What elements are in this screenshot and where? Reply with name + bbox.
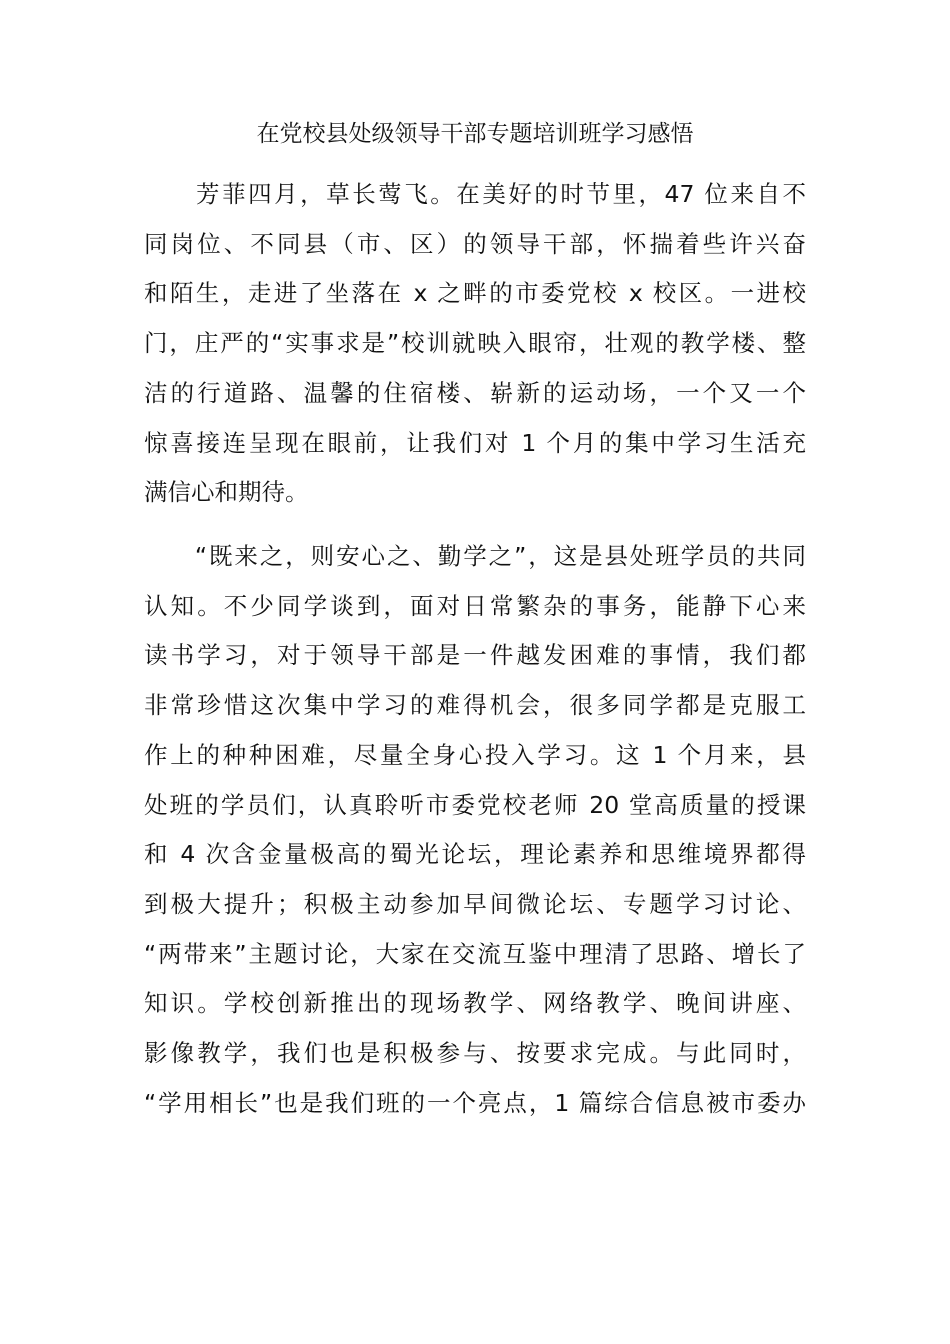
paragraph-line: 读书学习，对于领导干部是一件越发困难的事情，我们都 xyxy=(144,641,806,670)
paragraph-line: “学用相长”也是我们班的一个亮点，1 篇综合信息被市委办 xyxy=(144,1088,806,1117)
paragraph-line: 和 4 次含金量极高的蜀光论坛，理论素养和思维境界都得 xyxy=(144,840,806,869)
document-title: 在党校县处级领导干部专题培训班学习感悟 xyxy=(256,121,694,147)
paragraph-line: 处班的学员们，认真聆听市委党校老师 20 堂高质量的授课 xyxy=(144,790,806,819)
paragraph-line: 惊喜接连呈现在眼前，让我们对 1 个月的集中学习生活充 xyxy=(144,428,806,457)
paragraph-2 xyxy=(144,532,806,1128)
paragraph-line: 和陌生，走进了坐落在 x 之畔的市委党校 x 校区。一进校 xyxy=(144,279,806,308)
paragraph-line: 洁的行道路、温馨的住宿楼、崭新的运动场，一个又一个 xyxy=(144,378,806,407)
paragraph-line: 认知。不少同学谈到，面对日常繁杂的事务，能静下心来 xyxy=(144,591,806,620)
paragraph-line: 作上的种种困难，尽量全身心投入学习。这 1 个月来，县 xyxy=(144,740,806,769)
paragraph-line: 非常珍惜这次集中学习的难得机会，很多同学都是克服工 xyxy=(144,691,806,720)
paragraph-line: 满信心和期待。 xyxy=(144,478,309,507)
paragraph-1 xyxy=(144,170,806,518)
paragraph-line: 影像教学，我们也是积极参与、按要求完成。与此同时， xyxy=(144,1039,806,1068)
paragraph-line: 知识。学校创新推出的现场教学、网络教学、晚间讲座、 xyxy=(144,989,806,1018)
paragraph-line: 到极大提升；积极主动参加早间微论坛、专题学习讨论、 xyxy=(144,889,806,918)
paragraph-line: 同岗位、不同县（市、区）的领导干部，怀揣着些许兴奋 xyxy=(144,229,806,258)
paragraph-line: “既来之，则安心之、勤学之”，这是县处班学员的共同 xyxy=(144,542,806,570)
paragraph-line: 门，庄严的“实事求是”校训就映入眼帘，壮观的教学楼、整 xyxy=(144,329,806,358)
paragraph-line: 芳菲四月，草长莺飞。在美好的时节里，47 位来自不 xyxy=(144,180,806,208)
paragraph-line: “两带来”主题讨论，大家在交流互鉴中理清了思路、增长了 xyxy=(144,939,806,968)
